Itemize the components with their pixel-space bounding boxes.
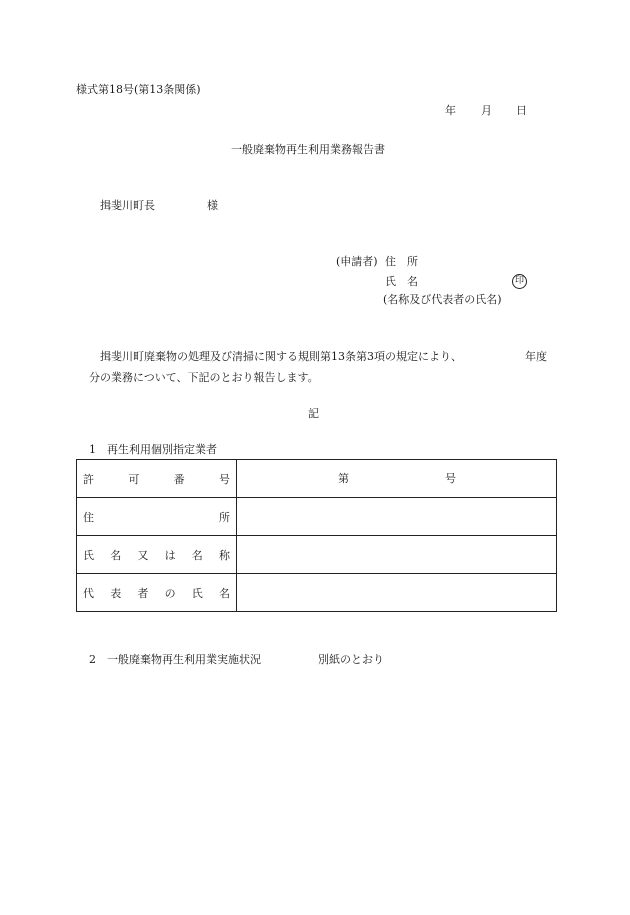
document-title: 一般廃棄物再生利用業務報告書: [231, 143, 385, 156]
label-char: 氏: [191, 586, 203, 600]
section2-heading: 2 一般廃棄物再生利用業実施状況: [89, 653, 261, 666]
applicant-name-label: 氏 名: [385, 275, 418, 288]
table-row: [77, 536, 557, 574]
label-char: 称: [218, 548, 230, 562]
representative-label: [77, 574, 237, 612]
body-line-2: 分の業務について、下記のとおり報告します。: [89, 371, 319, 384]
label-char: は: [164, 548, 176, 562]
date-day: 日: [516, 104, 527, 117]
label-char: 代: [83, 586, 94, 600]
contractor-table: [76, 459, 557, 612]
label-char: 表: [110, 586, 122, 600]
label-char: 氏: [83, 548, 94, 562]
applicant-note: (名称及び代表者の氏名): [383, 293, 502, 306]
label-char: 番: [173, 472, 185, 486]
permit-prefix: 第: [338, 472, 349, 485]
date-month: 月: [481, 104, 492, 117]
label-char: 又: [137, 548, 149, 562]
applicant-role: (申請者): [336, 255, 378, 268]
label-char: 号: [218, 472, 230, 486]
table-row: [77, 498, 557, 536]
address-value[interactable]: [237, 498, 557, 536]
label-char: 者: [137, 586, 149, 600]
body-line-1: 揖斐川町廃棄物の処理及び清掃に関する規則第13条第3項の規定により、: [100, 350, 462, 363]
justified-label: [83, 471, 230, 487]
justified-label: [83, 547, 230, 563]
label-char: 名: [191, 548, 203, 562]
name-label: [77, 536, 237, 574]
table-row: [77, 460, 557, 498]
label-char: 所: [219, 510, 230, 524]
label-char: の: [164, 586, 176, 600]
justified-label: [83, 509, 230, 525]
section1-heading: 1 再生利用個別指定業者: [89, 443, 217, 456]
address-label: [77, 498, 237, 536]
section2-value: 別紙のとおり: [318, 653, 384, 666]
seal-mark: 印: [512, 274, 527, 289]
permit-suffix: 号: [445, 472, 456, 485]
representative-value[interactable]: [237, 574, 557, 612]
permit-number-label: [77, 460, 237, 498]
justified-label: [83, 585, 230, 601]
label-char: 名: [218, 586, 230, 600]
label-char: 許: [83, 472, 94, 486]
addressee-honorific: 様: [207, 199, 218, 212]
applicant-address-label: 住 所: [385, 255, 418, 268]
form-number: 様式第18号(第13条関係): [76, 83, 201, 96]
label-char: 可: [128, 472, 140, 486]
date-year: 年: [445, 104, 456, 117]
label-char: 名: [110, 548, 122, 562]
label-char: 住: [83, 510, 94, 524]
name-value[interactable]: [237, 536, 557, 574]
ki-heading: 記: [308, 407, 319, 420]
permit-number-value[interactable]: [237, 460, 557, 498]
table-row: [77, 574, 557, 612]
addressee-name: 揖斐川町長: [100, 199, 155, 212]
body-line-1-year: 年度: [525, 350, 547, 363]
